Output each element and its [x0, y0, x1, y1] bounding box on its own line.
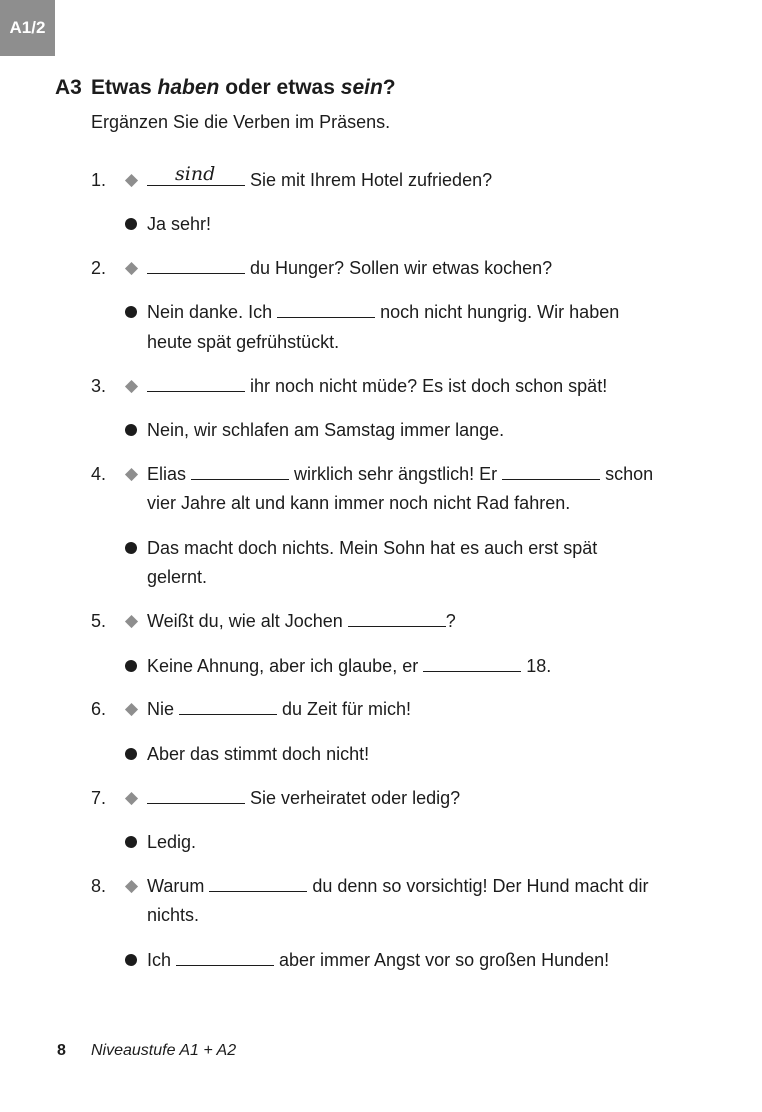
response-text: Ja sehr! [147, 214, 212, 234]
item-number: 2. [91, 258, 107, 278]
answer-blank[interactable] [277, 301, 375, 318]
question-diamond-icon [124, 879, 139, 894]
response-text: Ledig. [147, 832, 197, 852]
heading-emphasis-sein: sein [340, 76, 383, 99]
item-number: 8. [91, 876, 107, 896]
response-bullet-icon [125, 306, 137, 318]
exercise-number: A3 [55, 76, 82, 99]
page-footer [57, 1042, 236, 1060]
response-bullet-icon [125, 218, 137, 230]
question-diamond-icon [124, 379, 139, 394]
response-text: Nein, wir schlafen am Samstag immer lange. [147, 420, 505, 440]
response-text: Ich aber immer Angst vor so großen Hunden! [147, 950, 610, 970]
question-diamond-icon [124, 261, 139, 276]
question-diamond-icon [124, 614, 139, 629]
item-number: 1. [91, 170, 107, 190]
footer-level: Niveaustufe A1 + A2 [91, 1042, 237, 1059]
item-number: 3. [91, 376, 107, 396]
answer-blank[interactable] [502, 463, 600, 480]
answer-blank[interactable] [147, 375, 245, 392]
question-text: Sie verheiratet oder ledig? [147, 786, 460, 810]
question-text: Elias wirklich sehr ängstlich! Er schon [147, 464, 654, 484]
heading-text-post: ? [382, 76, 396, 99]
answer-blank[interactable] [176, 949, 274, 966]
answer-blank[interactable] [147, 787, 245, 804]
response-bullet-icon [125, 424, 137, 436]
question-diamond-icon [124, 467, 139, 482]
answer-blank[interactable] [209, 875, 307, 892]
item-number: 6. [91, 699, 107, 719]
response-text: heute spät gefrühstückt. [147, 332, 340, 352]
item-number: 5. [91, 611, 107, 631]
handwritten-answer: sind [175, 163, 216, 185]
question-text: du Hunger? Sollen wir etwas kochen? [147, 256, 552, 280]
level-badge: A1/2 [0, 0, 55, 56]
response-bullet-icon [125, 954, 137, 966]
response-bullet-icon [125, 542, 137, 554]
question-text: vier Jahre alt und kann immer noch nicht Rad fahren. [147, 493, 571, 513]
question-text: Weißt du, wie alt Jochen ? [147, 611, 456, 631]
question-text: sind Sie mit Ihrem Hotel zufrieden? [147, 168, 492, 192]
heading-text-pre: Etwas [91, 76, 158, 99]
response-text: Nein danke. Ich noch nicht hungrig. Wir haben [147, 302, 620, 322]
page-number: 8 [57, 1042, 66, 1059]
question-diamond-icon [124, 791, 139, 806]
response-text: Aber das stimmt doch nicht! [147, 744, 370, 764]
answer-blank[interactable] [191, 463, 289, 480]
answer-blank[interactable] [423, 655, 521, 672]
exercise-heading [55, 76, 396, 100]
response-text: Das macht doch nichts. Mein Sohn hat es auch erst spät [147, 538, 598, 558]
heading-text-mid: oder etwas [219, 76, 341, 99]
question-text: Warum du denn so vorsichtig! Der Hund macht dir [147, 876, 649, 896]
response-bullet-icon [125, 748, 137, 760]
question-text: nichts. [147, 905, 200, 925]
question-text: ihr noch nicht müde? Es ist doch schon spät! [147, 374, 607, 398]
response-bullet-icon [125, 660, 137, 672]
item-number: 7. [91, 788, 107, 808]
question-diamond-icon [124, 173, 139, 188]
exercise-instruction: Ergänzen Sie die Verben im Präsens. [91, 112, 391, 132]
answer-blank[interactable] [179, 698, 277, 715]
heading-emphasis-haben: haben [157, 76, 220, 99]
question-diamond-icon [124, 702, 139, 717]
response-text: gelernt. [147, 567, 208, 587]
response-bullet-icon [125, 836, 137, 848]
item-number: 4. [91, 464, 107, 484]
question-text: Nie du Zeit für mich! [147, 699, 412, 719]
response-text: Keine Ahnung, aber ich glaube, er 18. [147, 656, 552, 676]
answer-blank[interactable] [147, 257, 245, 274]
answer-blank[interactable] [348, 610, 446, 627]
answer-blank[interactable] [147, 163, 245, 186]
